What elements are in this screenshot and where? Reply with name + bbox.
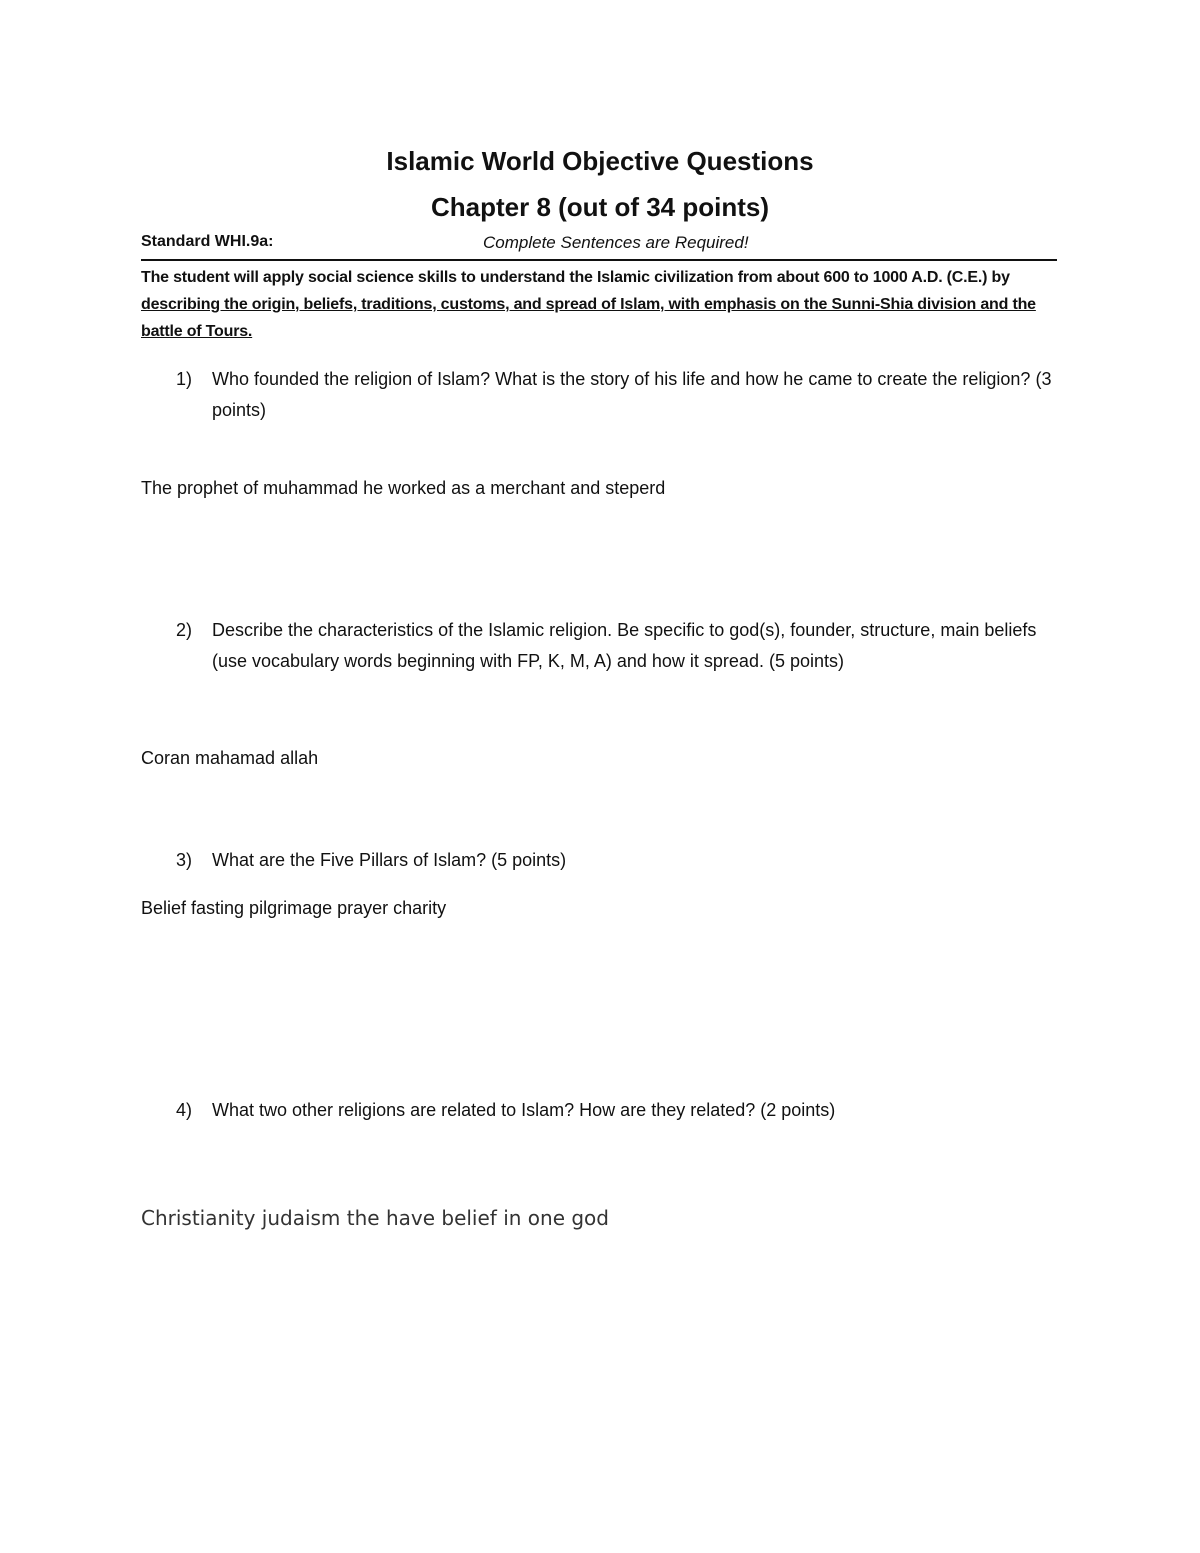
question-2 [176,615,1056,677]
standard-label: Standard WHI.9a: [141,233,274,250]
answer-3: Belief fasting pilgrimage prayer charity [141,898,447,918]
question-text: Describe the characteristics of the Islamic religion. Be specific to god(s), founder, structure, main beliefs (use vocabulary words beginning with FP, K, M, A) and how it spread. (5 points) [212,620,1037,671]
question-number: 3) [176,850,193,870]
question-text: What two other religions are related to Islam? How are they related? (2 points) [212,1100,836,1120]
question-number: 1) [176,369,193,389]
answer-4: Christianity judaism the have belief in one god [141,1206,609,1230]
answer-2: Coran mahamad allah [141,748,319,768]
question-4 [176,1095,1056,1126]
standard-header-row [141,233,1057,261]
instruction-note: Complete Sentences are Required! [483,233,749,252]
answer-1: The prophet of muhammad he worked as a merchant and steperd [141,478,666,498]
question-1 [176,364,1056,426]
page-title: Islamic World Objective Questions [386,146,814,176]
question-text: What are the Five Pillars of Islam? (5 points) [212,850,567,870]
standard-description [141,264,1041,345]
page-subtitle: Chapter 8 (out of 34 points) [431,192,769,222]
question-number: 2) [176,620,193,640]
standard-description-text: The student will apply social science skills to understand the Islamic civilization from about 600 to 1000 A.D. (C.E.) by [141,269,1010,286]
question-3 [176,845,1056,876]
question-number: 4) [176,1100,193,1120]
standard-description-underlined: describing the origin, beliefs, traditions, customs, and spread of Islam, with emphasis on the Sunni-Shia division and the battle of Tours. [141,296,1036,340]
question-text: Who founded the religion of Islam? What is the story of his life and how he came to create the religion? (3 points) [212,369,1052,420]
